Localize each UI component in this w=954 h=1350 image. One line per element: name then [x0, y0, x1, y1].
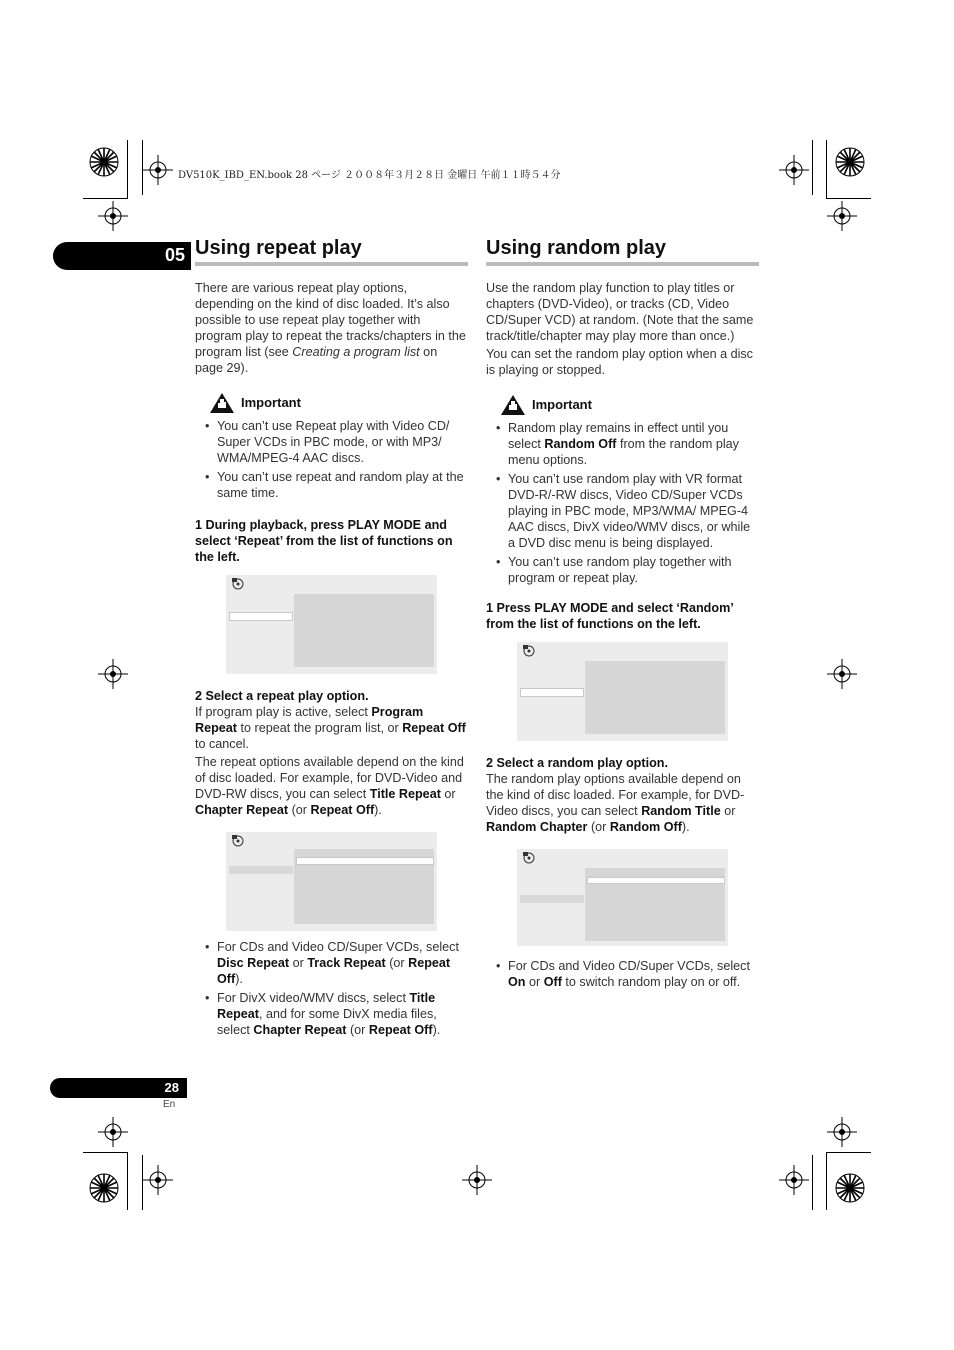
- crosshair-mark: [98, 1117, 128, 1147]
- warning-hand-icon: [500, 394, 526, 416]
- disc-icon: [522, 852, 536, 864]
- left-column: [195, 280, 468, 1041]
- right-title-rule: [486, 262, 759, 266]
- page-number: 28: [164, 1080, 179, 1095]
- list-item: • For CDs and Video CD/Super VCDs, select Disc Repeat or Track Repeat (or Repeat Off).: [217, 939, 468, 987]
- step-1: 1 During playback, press PLAY MODE and select ‘Repeat’ from the list of functions on the left.: [195, 518, 453, 564]
- disc-icon: [522, 645, 536, 657]
- left-title-rule: [195, 262, 468, 266]
- crosshair-mark: [98, 201, 128, 231]
- list-item: • You can’t use repeat and random play at the same time.: [217, 469, 468, 501]
- disc-icon: [231, 578, 245, 590]
- crosshair-mark: [98, 659, 128, 689]
- menu-selected-item: [229, 612, 293, 621]
- menu-selected-item: [520, 688, 584, 697]
- list-item: • You can’t use random play together with program or repeat play.: [508, 554, 759, 586]
- list-item: • You can’t use Repeat play with Video CD/ Super VCDs in PBC mode, or with MP3/ WMA/MPEG-4 AAC discs.: [217, 418, 468, 466]
- list-item: • For DivX video/WMV discs, select Title Repeat, and for some DivX media files, select Chapter Repeat (or Repeat Off).: [217, 990, 468, 1038]
- repeat-menu-screen: [226, 575, 437, 674]
- starburst-mark-top-right: [835, 147, 865, 177]
- list-item: • Random play remains in effect until you select Random Off from the random play menu options.: [508, 420, 759, 468]
- warning-hand-icon: [209, 392, 235, 414]
- important-list: [486, 420, 759, 586]
- step-1: 1 Press PLAY MODE and select ‘Random’ from the list of functions on the left.: [486, 601, 734, 631]
- important-heading: Important: [209, 392, 468, 414]
- disc-icon: [231, 835, 245, 847]
- menu-options-pane: [585, 661, 725, 734]
- right-section-title: Using random play: [486, 237, 667, 259]
- menu-selected-item: [520, 895, 584, 903]
- important-list: [195, 418, 468, 501]
- list-item: • You can’t use random play with VR format DVD-R/-RW discs, Video CD/Super VCDs playing in PBC mode, MP3/WMA/ MPEG-4 AAC discs, DivX video/WMV discs, or while a DVD disc menu is being displayed.: [508, 471, 759, 551]
- chapter-tab: [53, 242, 191, 270]
- right-column: [486, 280, 759, 993]
- random-options-screen: [517, 849, 728, 946]
- list-item: • For CDs and Video CD/Super VCDs, select On or Off to switch random play on or off.: [508, 958, 759, 990]
- page-language: En: [163, 1099, 176, 1110]
- repeat-options-screen: [226, 832, 437, 931]
- option-highlight: [296, 857, 434, 865]
- step-2: 2 Select a repeat play option.: [195, 689, 369, 703]
- crosshair-mark: [462, 1165, 492, 1195]
- crosshair-mark: [779, 1165, 809, 1195]
- step-2-options: The random play options available depend on the kind of disc loaded. For example, for DVD-Video discs, you can select Random Title or Random Chapter (or Random Off).: [486, 772, 745, 834]
- repeat-disc-notes: [195, 939, 468, 1038]
- left-section-title: Using repeat play: [195, 237, 362, 259]
- right-intro-2: You can set the random play option when a disc is playing or stopped.: [486, 347, 753, 377]
- starburst-mark-bottom-right: [835, 1173, 865, 1203]
- crosshair-mark: [779, 155, 809, 185]
- crosshair-mark: [827, 659, 857, 689]
- crosshair-mark: [143, 1165, 173, 1195]
- important-heading: Important: [500, 394, 759, 416]
- step-2: 2 Select a random play option.: [486, 756, 668, 770]
- crosshair-mark: [827, 1117, 857, 1147]
- step-2-program: If program play is active, select Program Repeat to repeat the program list, or Repeat Off to cancel.: [195, 705, 466, 751]
- crosshair-mark: [827, 201, 857, 231]
- random-menu-screen: [517, 642, 728, 741]
- menu-options-pane: [294, 594, 434, 667]
- starburst-mark-top-left: [89, 147, 119, 177]
- program-list-link[interactable]: Creating a program list: [292, 345, 420, 359]
- crosshair-mark: [143, 155, 173, 185]
- chapter-number: 05: [164, 245, 185, 265]
- option-highlight: [587, 877, 725, 884]
- step-2-options: The repeat options available depend on the kind of disc loaded. For example, for DVD-Video and DVD-RW discs, you can select Title Repeat or Chapter Repeat (or Repeat Off).: [195, 755, 464, 817]
- starburst-mark-bottom-left: [89, 1173, 119, 1203]
- random-disc-notes: [486, 958, 759, 990]
- right-intro: Use the random play function to play titles or chapters (DVD-Video), or tracks (CD, Video CD/Super VCD) at random. (Note that the same track/title/chapter may play more than once.): [486, 281, 754, 343]
- menu-selected-item: [229, 866, 293, 874]
- left-intro: There are various repeat play options, depending on the kind of disc loaded. It’s also possible to use repeat play together with program play to repeat the tracks/chapters in the program list (see Creating a program list on page 29).: [195, 281, 466, 375]
- page-number-tab: [50, 1078, 187, 1098]
- print-header: DV510K_IBD_EN.book 28 ページ ２００８年３月２８日 金曜日 午前１１時５４分: [178, 170, 561, 181]
